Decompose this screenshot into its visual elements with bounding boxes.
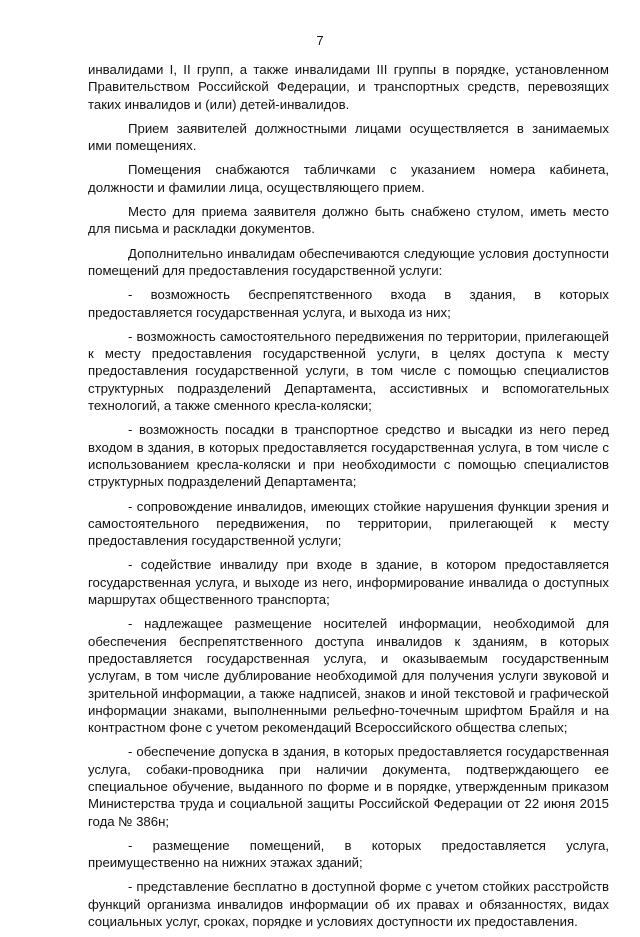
paragraph-signage: Помещения снабжаются табличками с указанием номера кабинета, должности и фамилии лица, осуществляющего прием. <box>88 162 609 195</box>
paragraph-reception: Прием заявителей должностными лицами осуществляется в занимаемых ими помещениях. <box>88 120 609 154</box>
list-item-floor-placement: - размещение помещений, в которых предоставляется услуга, преимущественно на нижних этажах зданий; <box>88 837 609 871</box>
page-number: 7 <box>316 33 324 48</box>
list-item-transport: - возможность посадки в транспортное средство и высадки из него перед входом в здания, в которых предоставляется государственная услуга, в том числе с использованием кресла-коляски и при необходимости с помощью специалистов структурных подразделений Департамента; <box>88 422 609 490</box>
list-item-movement: - возможность самостоятельного передвижения по территории, прилегающей к месту предоставления государственной услуги, в целях доступа к месту предоставления государственной услуги, в том числе с помощью специалистов структурных подразделений Департамента, ассистивных и вспомогательных технологий, а также сменного кресла-коляски; <box>88 328 609 414</box>
list-item-free-info: - представление бесплатно в доступной форме с учетом стойких расстройств функций организма инвалидов информации об их правах и обязанностях, видах социальных услуг, сроках, порядке и условиях доступности их предоставления. <box>88 879 609 930</box>
paragraph-accessibility-intro: Дополнительно инвалидам обеспечиваются следующие условия доступности помещений для предоставления государственной услуги: <box>88 245 609 278</box>
paragraph-seating: Место для приема заявителя должно быть снабжено стулом, иметь место для письма и раскладки документов. <box>88 204 609 237</box>
list-item-assistance: - содействие инвалиду при входе в здание, в котором предоставляется государственная услуга, и выходе из него, информирование инвалида о доступных маршрутах общественного транспорта; <box>88 557 609 608</box>
list-item-guide-dog: - обеспечение допуска в здания, в которых предоставляется государственная услуга, собаки-проводника при наличии документа, подтверждающего ее специальное обучение, выданного по форме и в порядке, утвержденным приказом Министерства труда и социальной защиты Российской Федерации от 22 июня 2015 года № 386н; <box>88 744 609 829</box>
list-item-information: - надлежащее размещение носителей информации, необходимой для обеспечения беспрепятственного доступа инвалидов к зданиям, в которых предоставляется государственная услуга, и оказываемым государственным услугам, в том числе дублирование необходимой для получения услуги звуковой и зрительной информации, а также надписей, знаков и иной текстовой и графической информации знаками, выполненными рельефно-точечным шрифтом Брайля и на контрастном фоне с учетом рекомендаций Всероссийского общества слепых; <box>88 616 609 736</box>
document-body <box>88 61 609 937</box>
list-item-escort: - сопровождение инвалидов, имеющих стойкие нарушения функции зрения и самостоятельного передвижения, по территории, прилегающей к месту предоставления государственной услуги; <box>88 498 609 549</box>
list-item-entry: - возможность беспрепятственного входа в здания, в которых предоставляется государственная услуга, и выхода из них; <box>88 287 609 320</box>
paragraph-continuation: инвалидами I, II групп, а также инвалидами III группы в порядке, установленном Правительством Российской Федерации, и транспортных средств, перевозящих таких инвалидов и (или) детей-инвалидов. <box>88 62 609 112</box>
